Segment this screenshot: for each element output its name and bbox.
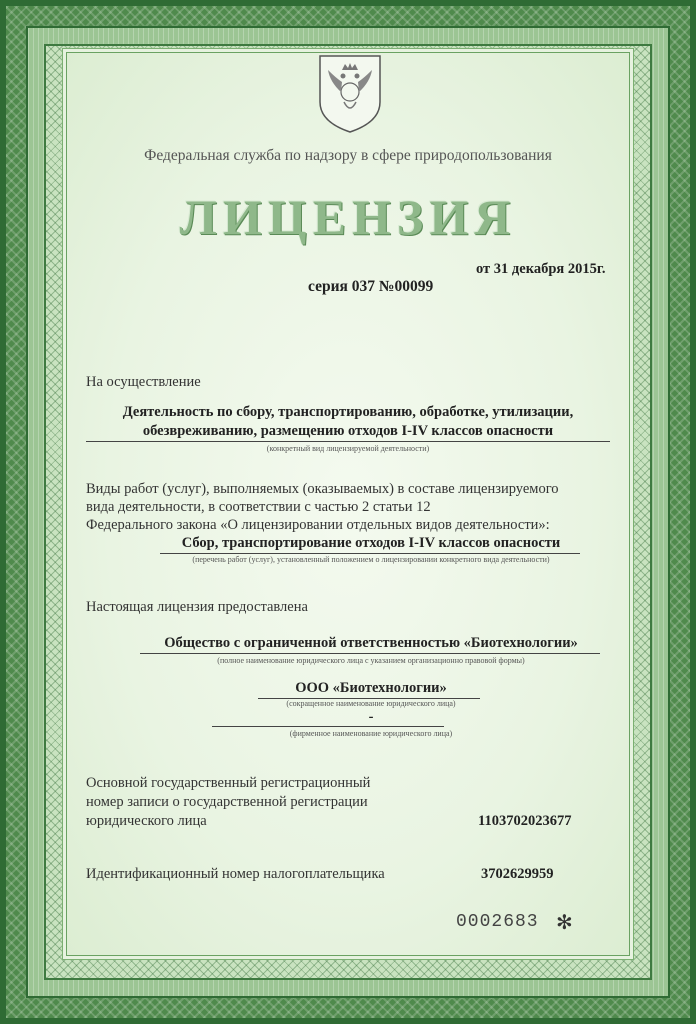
works-value: Сбор, транспортирование отходов I-IV классов опасности	[181, 535, 561, 551]
form-serial-number: 0002683	[456, 912, 539, 932]
works-line-1: Виды работ (услуг), выполняемых (оказываемых) в составе лицензируемого	[86, 481, 559, 497]
works-line-3: Федерального закона «О лицензировании отдельных видов деятельности»:	[86, 517, 550, 533]
full-company-name: Общество с ограниченной ответственностью «Биотехнологии»	[164, 635, 578, 651]
star-icon: ✻	[556, 912, 573, 934]
brand-name-value: -	[368, 709, 374, 725]
document-title: ЛИЦЕНЗИЯ	[179, 189, 517, 245]
license-series: серия 037 №00099	[308, 278, 434, 295]
brand-name-underline	[212, 726, 444, 727]
ogrn-label-line-1: Основной государственный регистрационный	[86, 775, 371, 791]
ogrn-label-line-3: юридического лица	[86, 813, 207, 829]
works-line-2: вида деятельности, в соответствии с частью 2 статьи 12	[86, 499, 431, 515]
full-name-underline	[140, 653, 600, 654]
full-name-caption: (полное наименование юридического лица с указанием организационно правовой формы)	[217, 656, 525, 665]
ogrn-value: 1103702023677	[478, 813, 572, 829]
activity-line-1: Деятельность по сбору, транспортированию, обработке, утилизации,	[122, 404, 574, 420]
issue-date: от 31 декабря 2015г.	[476, 261, 606, 277]
ogrn-label-line-2: номер записи о государственной регистрации	[86, 794, 368, 810]
short-name-caption: (сокращенное наименование юридического лица)	[286, 699, 456, 708]
activity-label: На осуществление	[86, 374, 201, 390]
works-underline	[160, 553, 580, 554]
short-company-name: ООО «Биотехнологии»	[295, 680, 447, 696]
coat-of-arms-icon	[316, 52, 384, 136]
activity-caption: (конкретный вид лицензируемой деятельности)	[266, 444, 430, 453]
granted-label: Настоящая лицензия предоставлена	[86, 599, 308, 615]
activity-underline	[86, 441, 610, 442]
works-caption: (перечень работ (услуг), установленный положением о лицензировании конкретного вида деятельности)	[192, 555, 550, 564]
brand-name-caption: (фирменное наименование юридического лица)	[289, 729, 453, 738]
inn-value: 3702629959	[481, 866, 554, 882]
activity-line-2: обезвреживанию, размещению отходов I-IV классов опасности	[142, 423, 554, 439]
agency-name: Федеральная служба по надзору в сфере природопользования	[144, 147, 552, 164]
inn-label: Идентификационный номер налогоплательщика	[86, 866, 385, 882]
